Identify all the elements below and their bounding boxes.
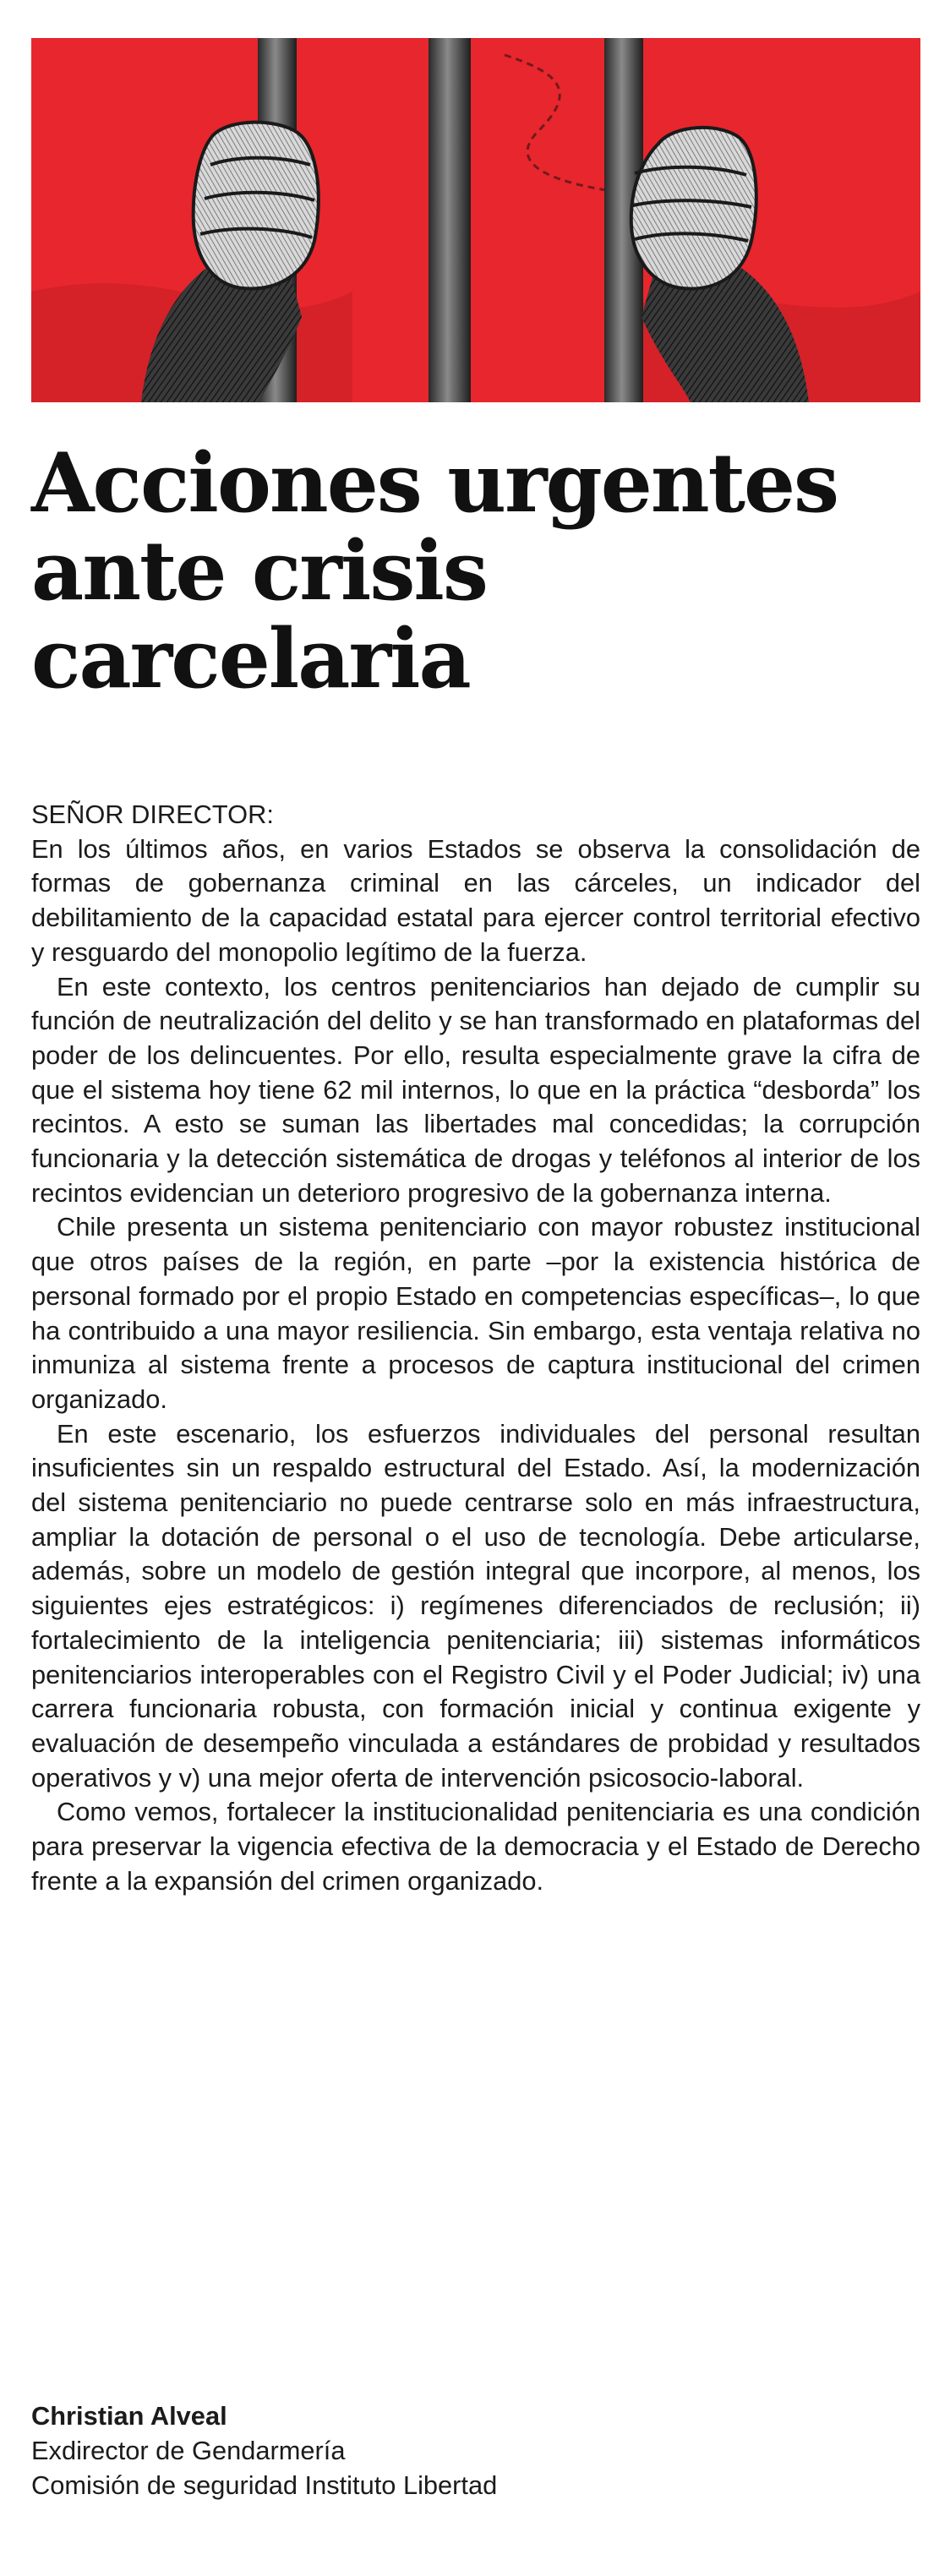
headline-line: Acciones urgentes [31, 435, 838, 531]
letter-body [31, 798, 920, 1899]
paragraph: En este contexto, los centros penitenciarios han dejado de cumplir su función de neutralización del delito y se han transformado en plataformas del poder de los delincuentes. Por ello, resulta especialmente grave la cifra de que el sistema hoy tiene 62 mil internos, lo que en la práctica “desborda” los recintos. A esto se suman las libertades mal concedidas; la corrupción funcionaria y la detección sistemática de drogas y teléfonos al interior de los recintos evidencian un deterioro progresivo de la gobernanza interna. [31, 971, 920, 1208]
paragraph: Como vemos, fortalecer la institucionalidad penitenciaria es una condición para preservar la vigencia efectiva de la democracia y el Estado de Derecho frente a la expansión del crimen organizado. [31, 1797, 920, 1896]
paragraph: En los últimos años, en varios Estados se observa la consolidación de formas de gobernanza criminal en las cárceles, un indicador del debilitamiento de la capacidad estatal para ejercer control territorial efectivo y resguardo del monopolio legítimo de la fuerza. [31, 833, 920, 967]
paragraph: Chile presenta un sistema penitenciario con mayor robustez institucional que otros países de la región, en parte –por la existencia histórica de personal formado por el propio Estado en competencias específicas–, lo que ha contribuido a una mayor resiliencia. Sin embargo, esta ventaja relativa no inmuniza al sistema frente a procesos de captura institucional del crimen organizado. [31, 1212, 920, 1414]
paragraph: En este escenario, los esfuerzos individuales del personal resultan insuficientes sin un respaldo estructural del Estado. Así, la modernización del sistema penitenciario no puede centrarse solo en más infraestructura, ampliar la dotación de personal o el uso de tecnología. Debe articularse, además, sobre un modelo de gestión integral que incorpore, al menos, los siguientes ejes estratégicos: i) regímenes diferenciados de reclusión; ii) fortalecimiento de la inteligencia penitenciaria; iii) sistemas informáticos penitenciarios interoperables con el Registro Civil y el Poder Judicial; iv) una carrera funcionaria robusta, con formación inicial y continua exigente y evaluación de desempeño vinculada a estándares de probidad y resultados operativos y v) una mejor oferta de intervención psicosocio-laboral. [31, 1418, 920, 1793]
signature-block [31, 2399, 920, 2502]
headline-line: carcelaria [31, 611, 470, 707]
author-affiliation: Comisión de seguridad Instituto Libertad [31, 2470, 498, 2500]
author-role: Exdirector de Gendarmería [31, 2436, 346, 2465]
prison-bars-illustration [31, 38, 920, 402]
author-name: Christian Alveal [31, 2401, 227, 2431]
headline [31, 435, 927, 707]
headline-line: ante crisis [31, 523, 487, 619]
salutation: SEÑOR DIRECTOR: [31, 800, 274, 829]
prison-bar-center [429, 38, 471, 402]
